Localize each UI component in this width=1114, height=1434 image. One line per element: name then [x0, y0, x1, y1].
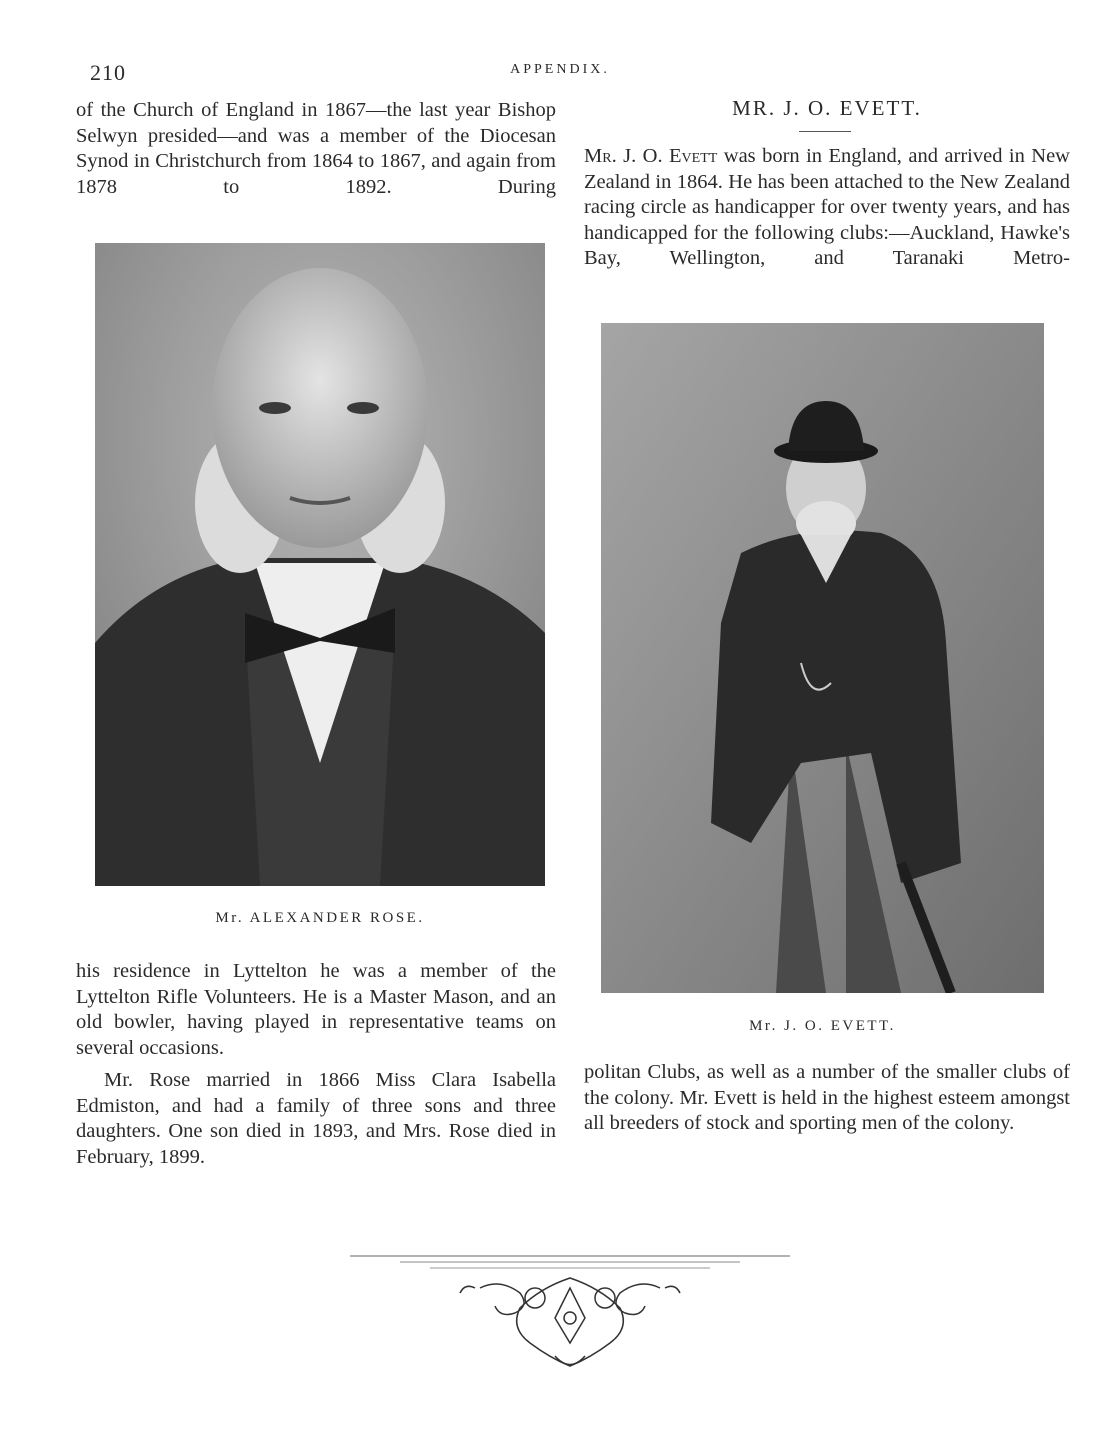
- decorative-ornament: [340, 1248, 800, 1378]
- heading-rule: [799, 131, 851, 132]
- paragraph-evett-end: politan Clubs, as well as a number of the smaller clubs of the colony. Mr. Evett is held in the highest esteem amongst all breeders of stock and sporting men of the colony.: [584, 1061, 1070, 1135]
- caption-alexander-rose: Mr. ALEXANDER ROSE.: [215, 910, 425, 926]
- section-heading-evett: MR. J. O. EVETT.: [732, 96, 922, 120]
- photo-alexander-rose: [95, 243, 545, 886]
- page-number: 210: [90, 60, 126, 85]
- running-title: APPENDIX.: [510, 62, 610, 77]
- evett-intro-text: was born in England, and arrived in New Zealand in 1864. He has been attached to the New Zealand racing circle as handicapper for over twenty years, and has handicapped for the following clubs:—Auckland, Hawke's Bay, Wellington, and Taranaki Metro-: [584, 145, 1070, 270]
- photo-j-o-evett: [601, 323, 1044, 993]
- paragraph-residence: his residence in Lyttelton he was a member of the Lyttelton Rifle Volunteers. He is a Master Mason, and an old bowler, having played in representative teams on several occasions.: [76, 960, 556, 1059]
- paragraph-church: of the Church of England in 1867—the last year Bishop Selwyn presided—and was a member of the Diocesan Synod in Christchurch from 1864 to 1867, and again from 1878 to 1892. During: [76, 99, 556, 198]
- caption-j-o-evett: Mr. J. O. EVETT.: [749, 1018, 896, 1034]
- paragraph-evett-intro: [584, 144, 1070, 272]
- paragraph-marriage: Mr. Rose married in 1866 Miss Clara Isabella Edmiston, and had a family of three sons and three daughters. One son died in 1893, and Mrs. Rose died in February, 1899.: [76, 1069, 556, 1168]
- evett-name-smallcaps: Mr. J. O. Evett: [584, 145, 718, 167]
